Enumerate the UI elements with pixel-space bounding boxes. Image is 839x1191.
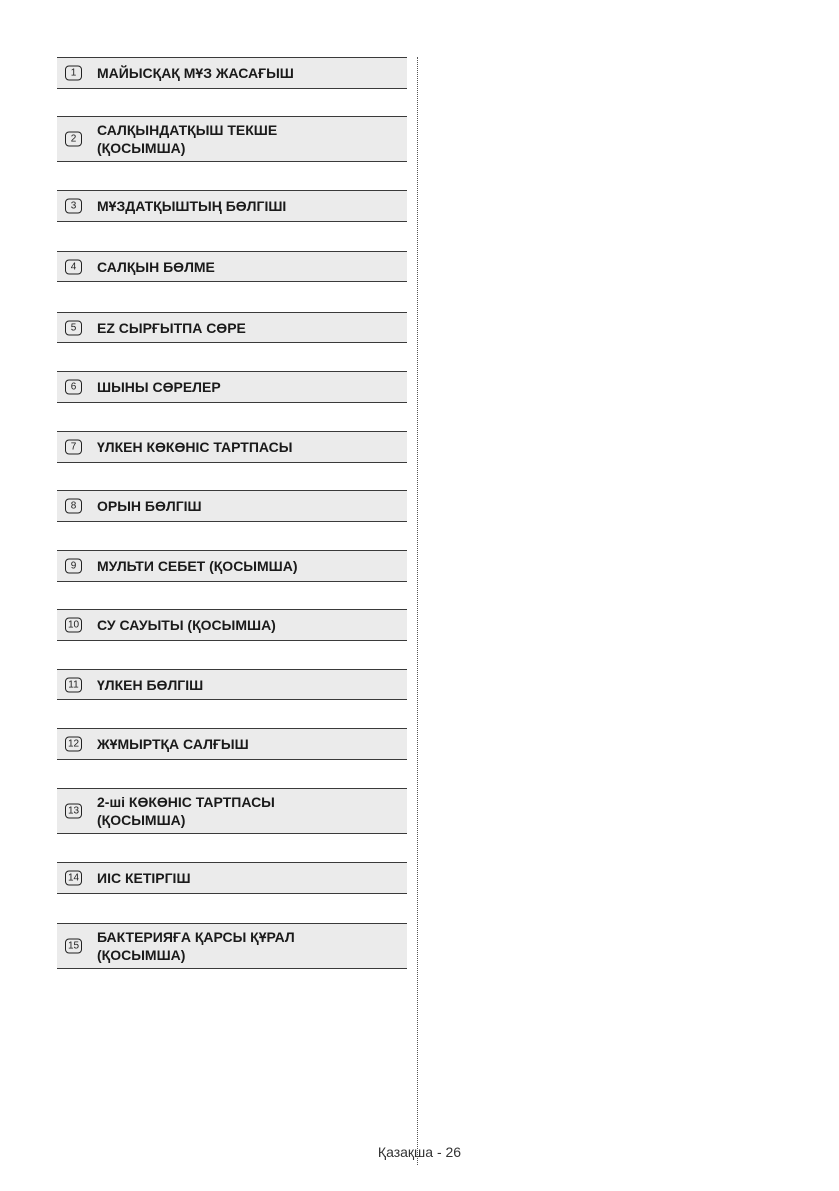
page-footer: Қазақша - 26 [377, 1144, 462, 1160]
part-row [57, 550, 407, 582]
part-label: САЛҚЫНДАТҚЫШ ТЕКШЕ (ҚОСЫМША) [97, 122, 278, 156]
part-label: EZ СЫРҒЫТПА СӨРЕ [97, 319, 246, 336]
part-row [57, 251, 407, 282]
part-row [57, 190, 407, 222]
part-number: 1 [65, 66, 82, 81]
column-divider [417, 57, 418, 1165]
part-row [57, 490, 407, 522]
part-number: 8 [65, 499, 82, 514]
part-number: 10 [65, 618, 82, 633]
part-label: ИІС КЕТІРГІШ [97, 870, 191, 886]
part-number: 13 [65, 804, 82, 819]
part-label: САЛҚЫН БӨЛМЕ [97, 258, 215, 275]
part-number: 15 [65, 939, 82, 954]
part-label: СУ САУЫТЫ (ҚОСЫМША) [97, 617, 276, 633]
part-label: 2-ші КӨКӨНІС ТАРТПАСЫ (ҚОСЫМША) [97, 794, 275, 828]
part-row [57, 431, 407, 463]
part-label: МУЛЬТИ СЕБЕТ (ҚОСЫМША) [97, 558, 298, 574]
part-label: ШЫНЫ СӨРЕЛЕР [97, 379, 221, 395]
part-row [57, 312, 407, 343]
part-row [57, 116, 407, 162]
part-number: 2 [65, 132, 82, 147]
part-number: 3 [65, 199, 82, 214]
part-number: 6 [65, 380, 82, 395]
part-row [57, 609, 407, 641]
part-number: 14 [65, 871, 82, 886]
part-row [57, 57, 407, 89]
part-number: 9 [65, 559, 82, 574]
part-number: 7 [65, 440, 82, 455]
part-label: ЖҰМЫРТҚА САЛҒЫШ [97, 736, 249, 752]
part-row [57, 728, 407, 760]
part-row [57, 371, 407, 403]
part-row [57, 862, 407, 894]
part-number: 5 [65, 320, 82, 335]
part-label: МАЙЫСҚАҚ МҰЗ ЖАСАҒЫШ [97, 65, 294, 81]
part-label: ҮЛКЕН КӨКӨНІС ТАРТПАСЫ [97, 439, 293, 455]
part-label: МҰЗДАТҚЫШТЫҢ БӨЛГІШІ [97, 198, 287, 214]
part-row [57, 923, 407, 969]
part-label: БАКТЕРИЯҒА ҚАРСЫ ҚҰРАЛ (ҚОСЫМША) [97, 929, 295, 963]
part-label: ҮЛКЕН БӨЛГІШ [97, 676, 204, 693]
part-label: ОРЫН БӨЛГІШ [97, 498, 202, 514]
part-row [57, 788, 407, 834]
part-row [57, 669, 407, 700]
part-number: 11 [65, 677, 82, 692]
part-number: 4 [65, 259, 82, 274]
part-number: 12 [65, 737, 82, 752]
